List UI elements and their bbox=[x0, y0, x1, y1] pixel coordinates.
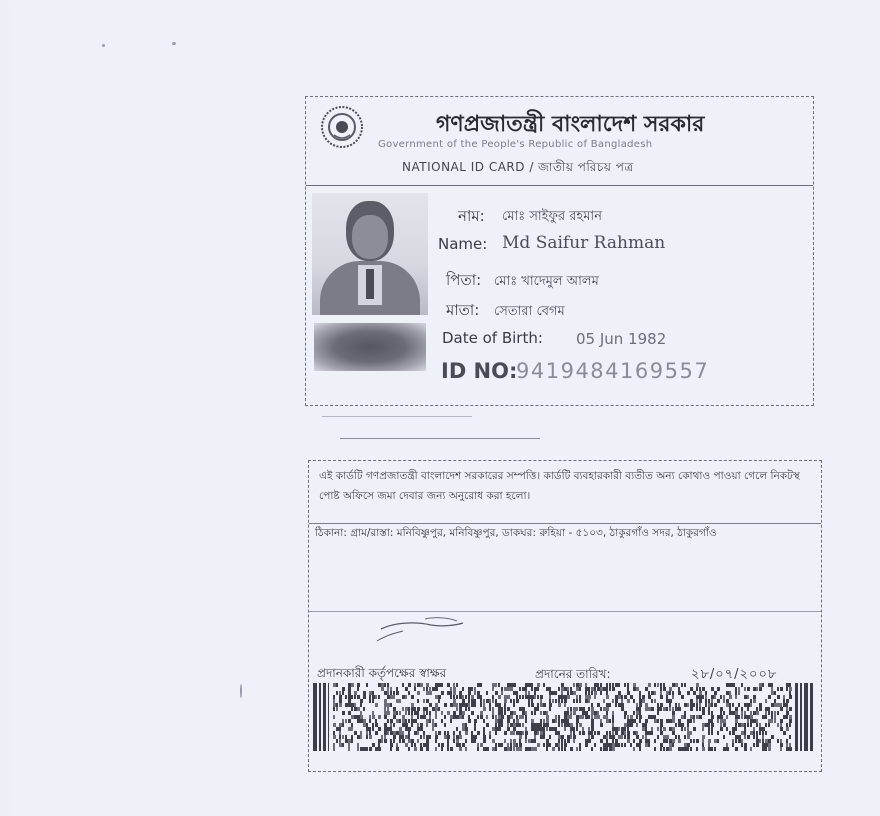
paper-speck bbox=[240, 684, 242, 698]
id-number-label: ID NO: bbox=[441, 359, 518, 383]
card-header bbox=[306, 97, 813, 186]
holder-photo bbox=[312, 193, 428, 315]
mother-name-label: মাতা: bbox=[446, 301, 480, 319]
nid-card-front bbox=[305, 96, 814, 406]
back-divider bbox=[309, 611, 821, 612]
card-title: NATIONAL ID CARD / জাতীয় পরিচয় পত্র bbox=[402, 160, 634, 174]
paper-speck bbox=[172, 42, 176, 45]
government-title-english: Government of the People's Republic of Bangladesh bbox=[378, 139, 653, 150]
date-of-birth-label: Date of Birth: bbox=[442, 329, 543, 347]
ownership-notice: এই কার্ডটি গণপ্রজাতন্ত্রী বাংলাদেশ সরকারের সম্পত্তি। কার্ডটি ব্যবহারকারী ব্যতীত অন্য কোথাও পাওয়া গেলে নিকটস্থ পোষ্ট অফিসে জমা দেবার জন্য অনুরোধ করা হলো। bbox=[319, 470, 800, 502]
issue-date-label: প্রদানের তারিখ: bbox=[535, 667, 611, 681]
photocopy-edge-line bbox=[322, 416, 472, 417]
issue-date-value: ২৮/০৭/২০০৮ bbox=[691, 667, 778, 682]
photocopy-edge-line bbox=[340, 438, 540, 439]
issuing-authority-signature-label: প্রদানকারী কর্তৃপক্ষের স্বাক্ষর bbox=[317, 666, 447, 680]
paper-speck bbox=[102, 44, 105, 47]
nid-card-back bbox=[308, 460, 822, 772]
father-name-label: পিতা: bbox=[446, 271, 482, 289]
date-of-birth-value: 05 Jun 1982 bbox=[576, 330, 667, 348]
mother-name-value: সেতারা বেগম bbox=[494, 304, 565, 319]
name-english-value: Md Saifur Rahman bbox=[502, 233, 666, 253]
government-title-bangla: গণপ্রজাতন্ত্রী বাংলাদেশ সরকার bbox=[436, 112, 705, 137]
name-bangla-label: নাম: bbox=[458, 207, 485, 225]
authority-signature bbox=[373, 615, 467, 643]
government-emblem-icon bbox=[320, 105, 364, 149]
name-english-label: Name: bbox=[438, 235, 488, 253]
holder-signature-smudge bbox=[314, 323, 426, 371]
name-bangla-value: মোঃ সাইফুর রহমান bbox=[502, 209, 602, 224]
address: ঠিকানা: গ্রাম/রাস্তা: মনিবিষ্ণুপুর, মনিবিষ্ণুপুর, ডাকঘর: রুহিয়া - ৫১০৩, ঠাকুরগাঁও সদর, ঠাকুরগাঁও bbox=[315, 527, 717, 539]
id-number-value: 9419484169557 bbox=[516, 359, 710, 383]
pdf417-barcode bbox=[313, 683, 815, 751]
father-name-value: মোঃ খাদেমুল আলম bbox=[494, 274, 599, 289]
